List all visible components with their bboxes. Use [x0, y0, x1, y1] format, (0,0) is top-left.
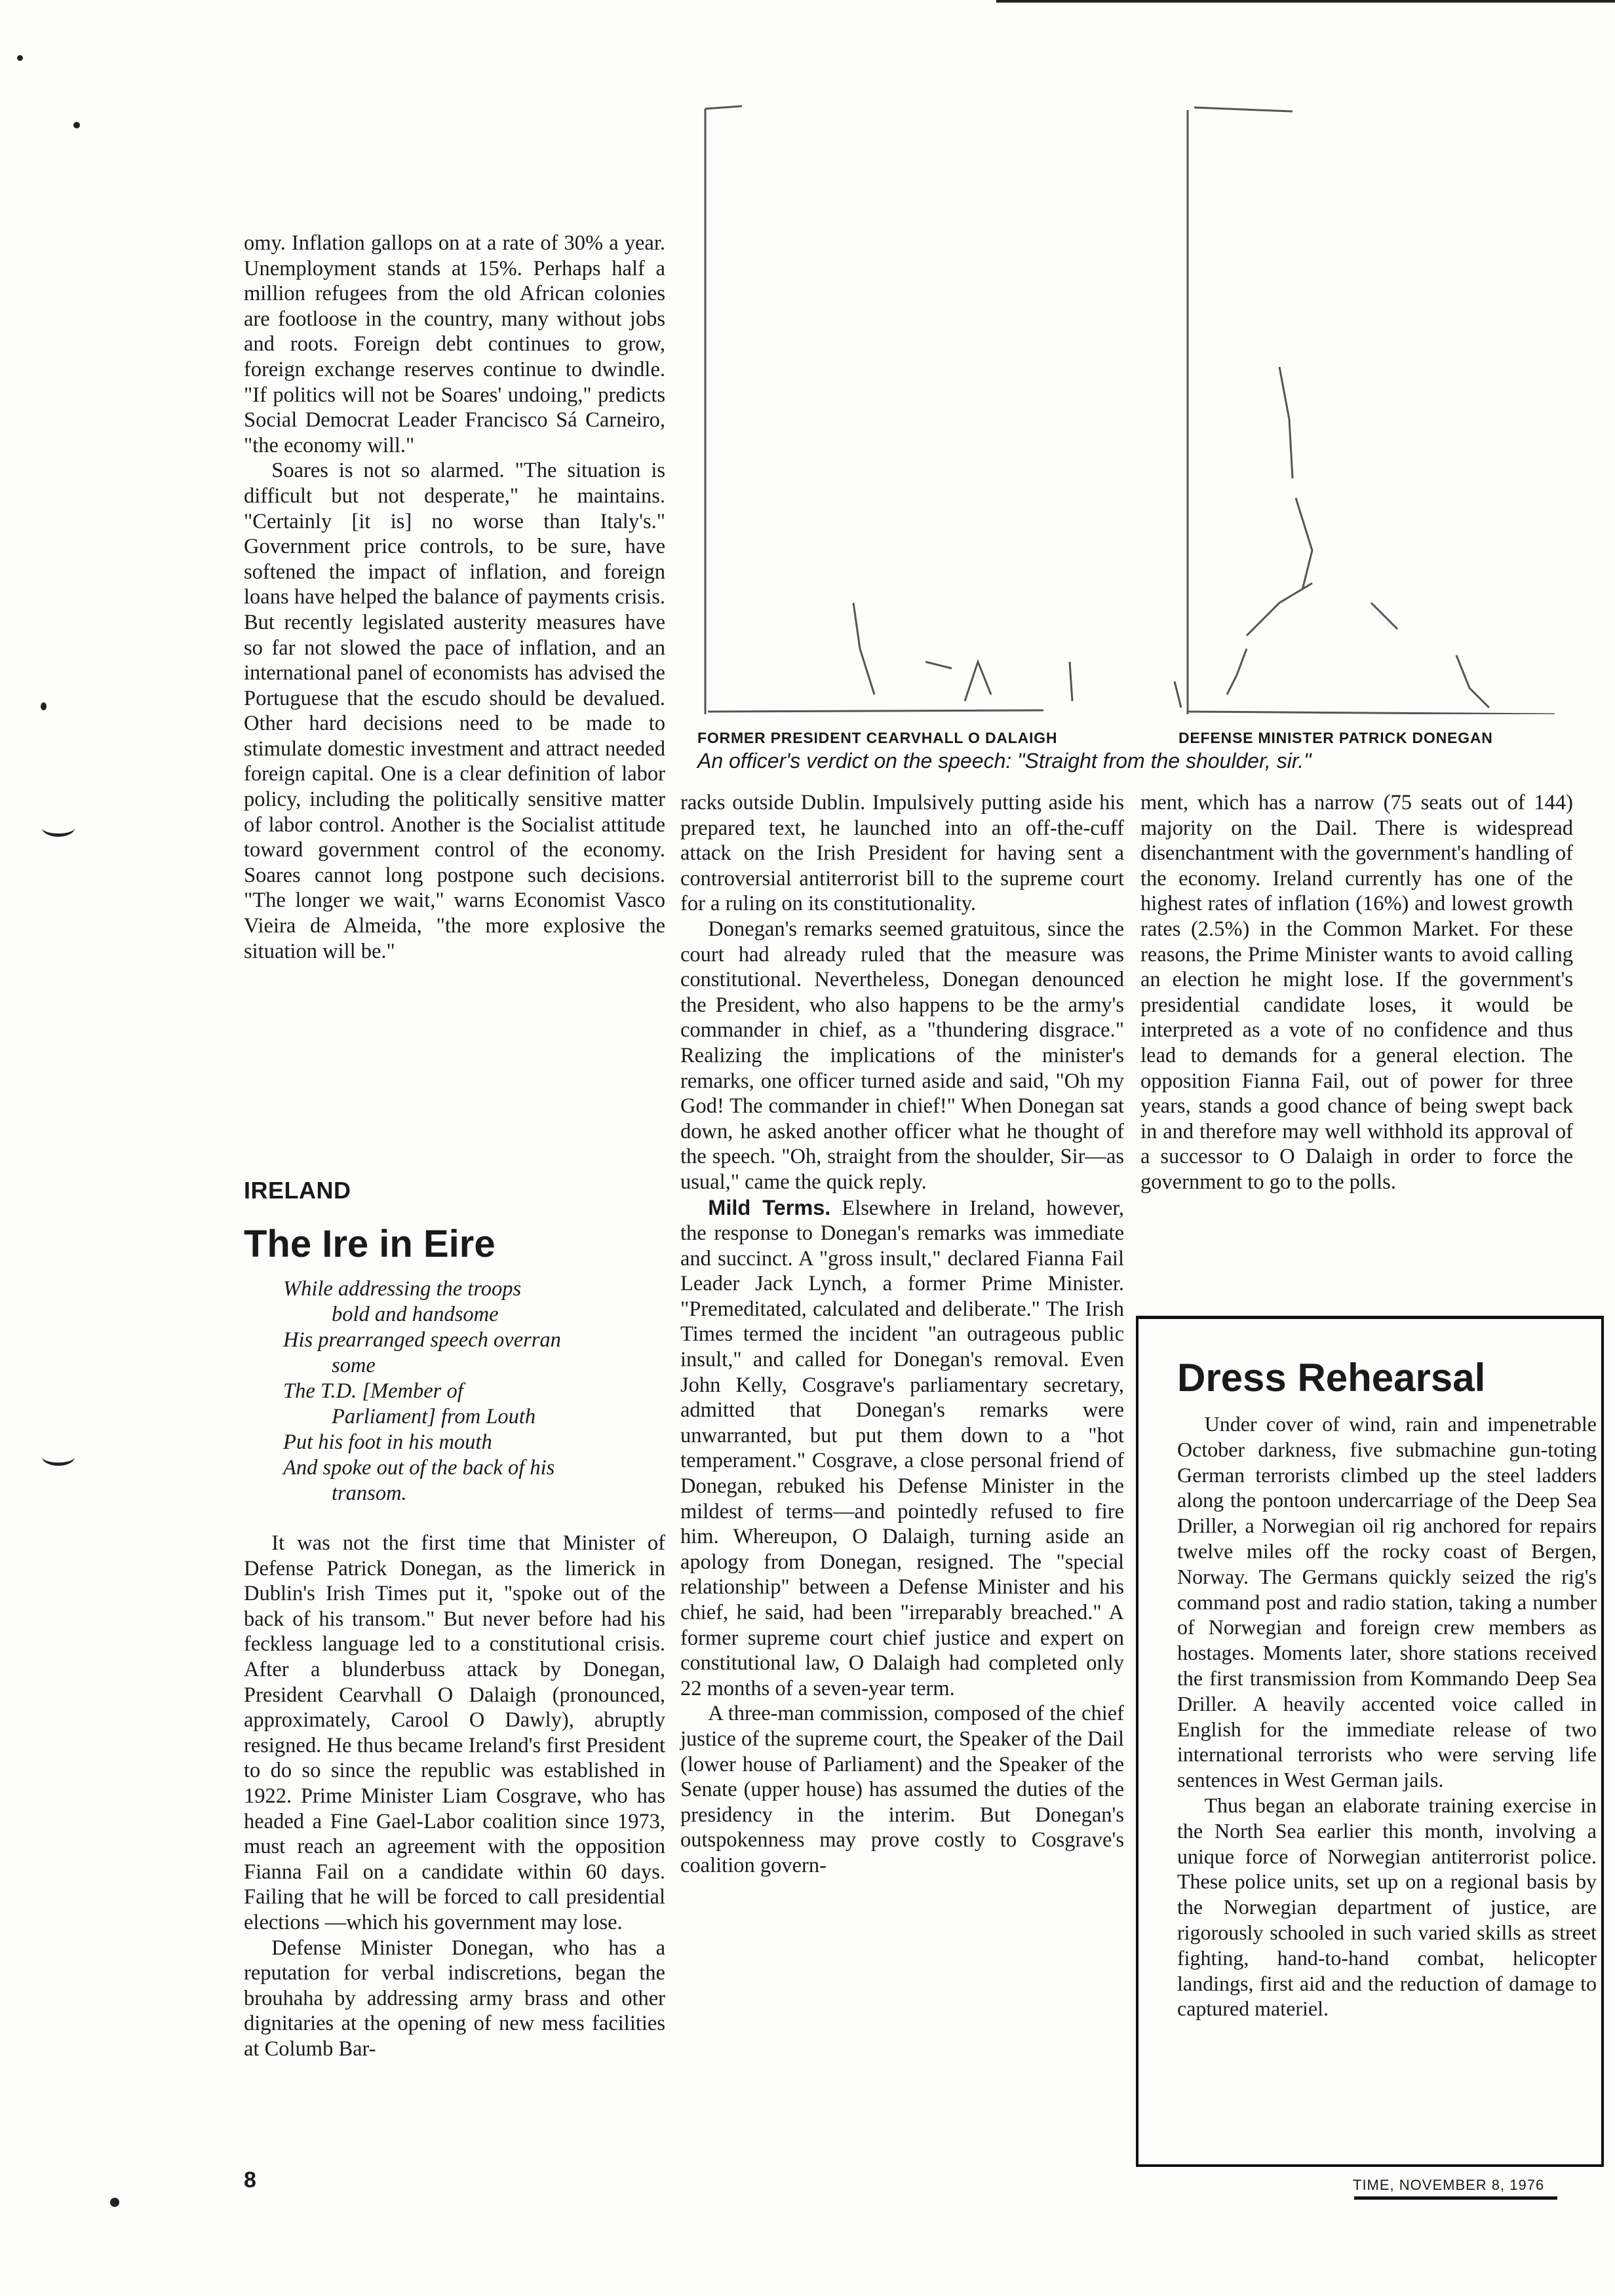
photo-credit-right: DEFENSE MINISTER PATRICK DONEGAN	[1178, 729, 1493, 746]
ireland-paragraph: ment, which has a narrow (75 seats out of 144) majority on the Dail. There is widespread disenchantment with the government's handling of the economy. Ireland currently has one of the highest rates of inflation (16%) and lowest growth rates (2.5%) in the Common Market. For these reasons, the Prime Minister wants to avoid calling an election he might lose. If the government's presidential candidate loses, it would be interpreted as a vote of no confidence and thus lead to demands for a general election. The opposition Fianna Fail, out of power for three years, stands a good chance of being swept back in and therefore may well withhold its approval of a successor to O Dalaigh in order to force the government to go to the polls.	[1140, 791, 1573, 1194]
news-photo	[703, 105, 1555, 714]
top-edge-rule	[996, 0, 1615, 3]
ireland-paragraph	[680, 1195, 1124, 1702]
scan-speck	[17, 55, 23, 61]
issue-footer: TIME, NOVEMBER 8, 1976	[1353, 2177, 1545, 2193]
limerick	[283, 1276, 650, 1506]
ireland-paragraph: It was not the first time that Minister of Defense Patrick Donegan, as the limerick in Dublin's Irish Times put it, "spoke out of the back of his transom." But never before had his feckless language led to a constitutional crisis. After a blunderbuss attack by Donegan, President Cearvhall O Dalaigh (pronounced, approximately, Carool O Dawly), abruptly resigned. He thus became Ireland's first President to do so since the republic was established in 1922. Prime Minister Liam Cosgrave, who has headed a Fine Gael-Labor coalition since 1973, must reach an agreement with the opposition Fianna Fail on a candidate within 60 days. Failing that he will be forced to call presidential elections —which his government may lose.	[244, 1531, 665, 1934]
portugal-paragraph: omy. Inflation gallops on at a rate of 30% a year. Unemployment stands at 15%. Perhaps half a million refugees from the old African colonies are footloose in the country, many without jobs and roots. Foreign debt continues to grow, foreign exchange reserves continue to dwindle. "If politics will not be Soares' undoing," predicts Social Democrat Leader Francisco Sá Carneiro, "the economy will."	[244, 231, 665, 457]
ireland-paragraph: A three-man commission, composed of the chief justice of the supreme court, the Speaker of the Dail (lower house of Parliament) and the Speaker of the Senate (upper house) has assumed the duties of the presidency in the interim. But Donegan's outspokenness may prove costly to Cosgrave's coalition govern-	[680, 1702, 1124, 1877]
scan-speck	[110, 2198, 119, 2207]
ireland-column-2	[680, 790, 1124, 1879]
photo-image	[703, 105, 1555, 714]
binder-hole-mark	[42, 819, 75, 837]
scan-speck	[73, 122, 80, 128]
ireland-column-1	[244, 1531, 665, 2061]
limerick-line: Put his foot in his mouth	[283, 1430, 492, 1454]
sidebar-title: Dress Rehearsal	[1177, 1356, 1486, 1400]
sidebar-paragraph: Thus began an elaborate training exercise in the North Sea earlier this month, involving a unique force of Norwegian antiterrorist police. These police units, set up on a regional basis by the Norwegian department of justice, are rigorously schooled in such varied skills as street fighting, hand-to-hand combat, helicopter landings, first aid and the reduction of damage to captured materiel.	[1177, 1793, 1597, 2021]
portugal-paragraph: Soares is not so alarmed. "The situation is difficult but not desperate," he maintains. "Certainly [it is] no worse than Italy's." Government price controls, to be sure, have softened the impact of inflation, and foreign loans have helped the balance of payments crisis. But recently legislated austerity measures have so far not slowed the pace of inflation, and an international panel of economists has advised the Portuguese that the escudo should be devalued. Other hard decisions need to be made to stimulate domestic investment and attract needed foreign capital. One is a clear definition of labor policy, including the politically sensitive matter of labor control. Another is the Socialist attitude toward government control of the economy. Soares cannot long postpone such decisions. "The longer we wait," warns Economist Vasco Vieira de Almeida, "the more explosive the situation will be."	[244, 459, 665, 963]
limerick-line: transom.	[332, 1482, 407, 1505]
footer-rule	[1354, 2196, 1557, 2200]
section-label: IRELAND	[244, 1177, 351, 1204]
article-headline: The Ire in Eire	[244, 1223, 496, 1265]
sidebar-body	[1177, 1411, 1597, 2021]
ireland-paragraph: Defense Minister Donegan, who has a reputation for verbal indiscretions, began the brouhaha by addressing army brass and other dignitaries at the opening of new mess facilities at Columb Bar-	[244, 1936, 665, 2061]
ireland-paragraph: racks outside Dublin. Impulsively putting aside his prepared text, he launched into an off-the-cuff attack on the Irish President for having sent a controversial antiterrorist bill to the supreme court for a ruling on its constitutionality.	[680, 791, 1124, 916]
limerick-line: And spoke out of the back of his	[283, 1456, 555, 1480]
limerick-line: His prearranged speech overran	[283, 1328, 561, 1352]
portugal-story-column	[244, 231, 665, 964]
limerick-line: Parliament] from Louth	[332, 1405, 536, 1428]
limerick-line: The T.D. [Member of	[283, 1379, 463, 1403]
ireland-paragraph: Donegan's remarks seemed gratuitous, since the court had already ruled that the measure was constitutional. Nevertheless, Donegan denounced the President, who also happens to be the army's commander in chief, as a "thundering disgrace." Realizing the implications of the minister's remarks, one officer turned aside and said, "Oh my God! The commander in chief!" When Donegan sat down, he asked another officer what he thought of the speech. "Oh, straight from the shoulder, Sir—as usual," came the quick reply.	[680, 917, 1124, 1194]
page-number: 8	[244, 2168, 256, 2192]
limerick-line: While addressing the troops	[283, 1277, 522, 1301]
scan-speck	[41, 702, 47, 710]
photo-credit-left: FORMER PRESIDENT CEARVHALL O DALAIGH	[697, 729, 1058, 746]
limerick-line: some	[332, 1354, 376, 1377]
sidebar-paragraph: Under cover of wind, rain and impenetrable October darkness, five submachine gun-toting German terrorists climbed up the steel ladders along the pontoon undercarriage of the Deep Sea Driller, a Norwegian oil rig anchored for repairs twelve miles off the rocky coast of Bergen, Norway. The Germans quickly seized the rig's command post and radio station, taking a number of Norwegian and foreign crew members as hostages. Moments later, shore stations received the first transmission from Kommando Deep Sea Driller. A heavily accented voice called in English for the immediate release of two international terrorists who were serving life sentences in West German jails.	[1177, 1412, 1597, 1792]
ireland-column-3	[1140, 790, 1573, 1195]
limerick-line: bold and handsome	[332, 1303, 499, 1326]
binder-hole-mark	[42, 1448, 75, 1466]
subhead-runin: Mild Terms.	[708, 1195, 831, 1219]
photo-caption: An officer's verdict on the speech: "Straight from the shoulder, sir."	[697, 749, 1312, 773]
paragraph-text: Elsewhere in Ireland, however, the response to Donegan's remarks was immediate and succinct. A "gross insult," declared Fianna Fail Leader Jack Lynch, a former Prime Minister. "Premeditated, calculated and deliberate." The Irish Times termed the incident "an outrageous public insult," and called for Donegan's removal. Even John Kelly, Cosgrave's parliamentary secretary, admitted that Donegan's remarks were unwarranted, but put them down to a "hot temperament." Cosgrave, a close personal friend of Donegan, rebuked his Defense Minister in the mildest of terms—and pointedly refused to fire him. Whereupon, O Dalaigh, turning aside an apology from Donegan, resigned. The "special relationship" between a Defense Minister and his chief, he said, had been "irreparably breached." A former supreme court chief justice and expert on constitutional law, O Dalaigh had completed only 22 months of a seven-year term.	[680, 1196, 1124, 1700]
